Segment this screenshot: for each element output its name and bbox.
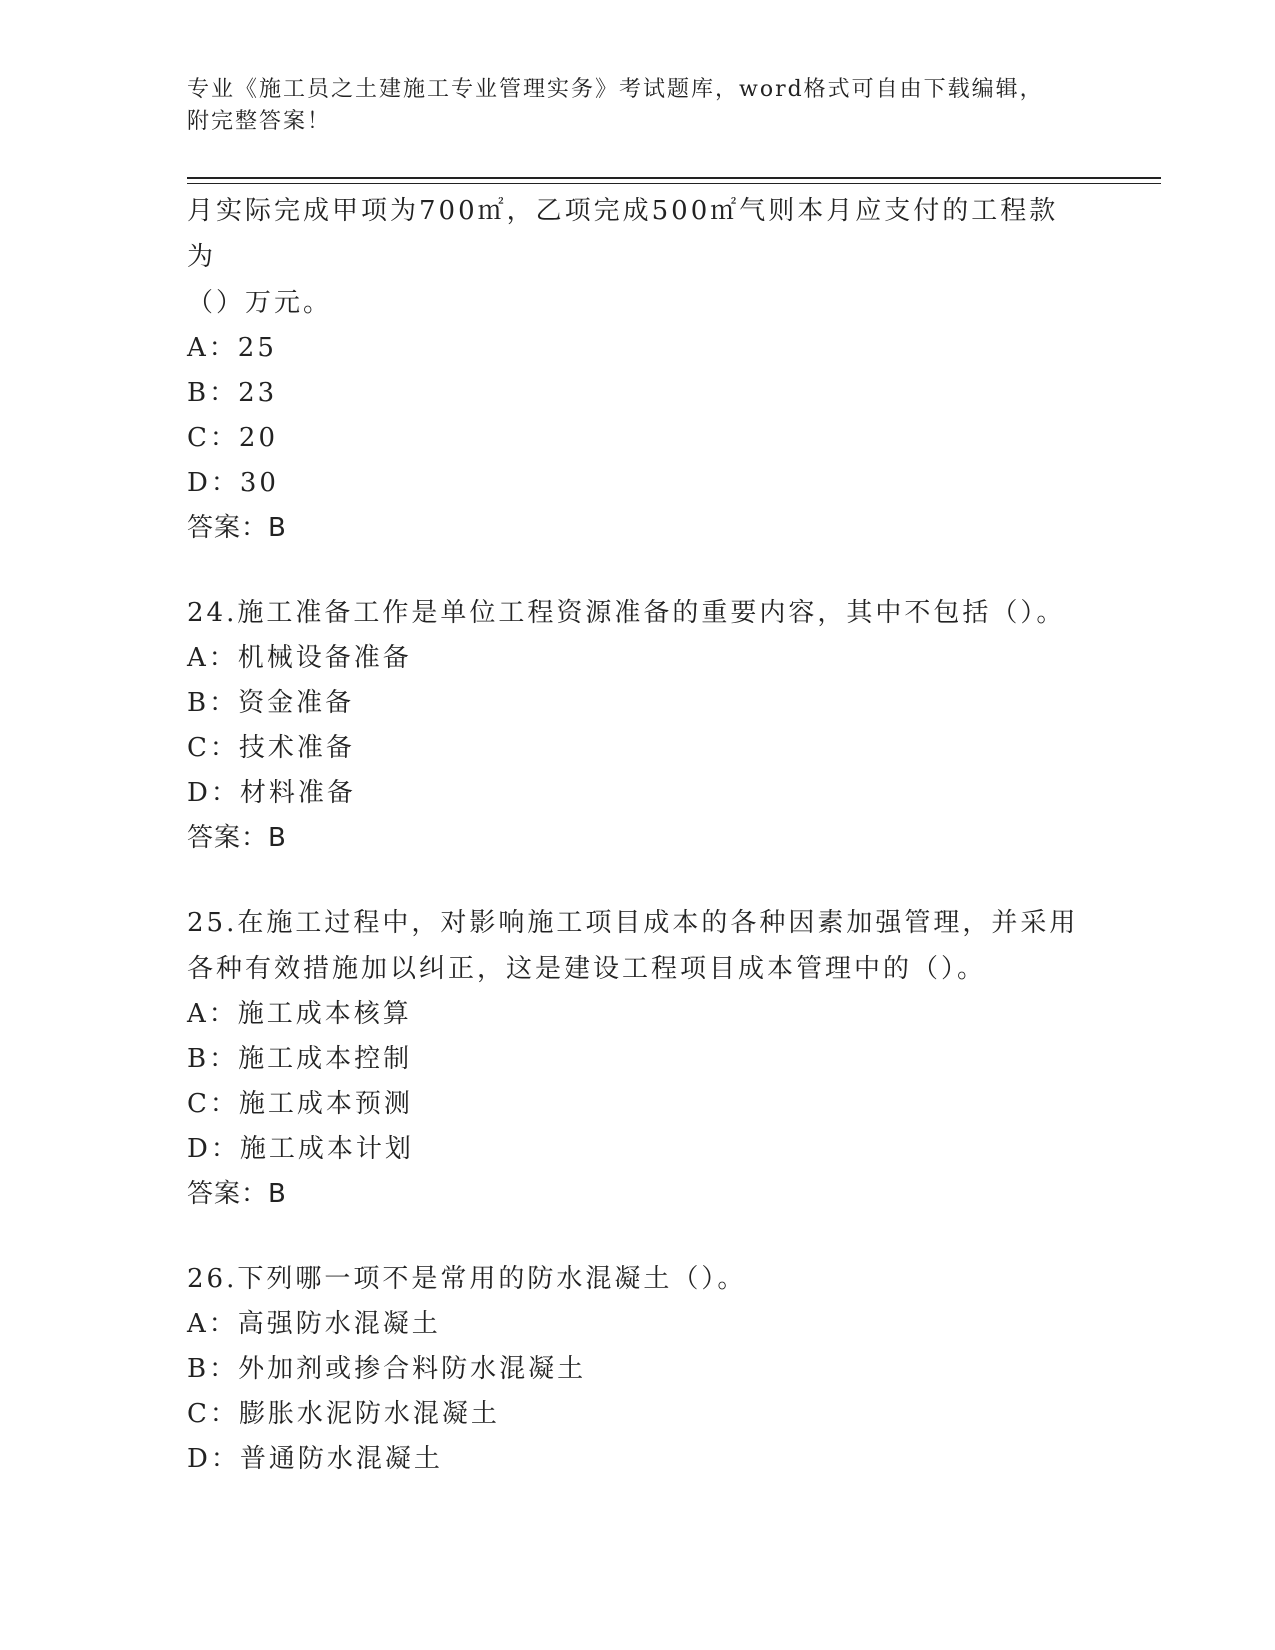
question-25-text-line-2: 各种有效措施加以纠正，这是建设工程项目成本管理中的（）。 — [187, 954, 987, 984]
option-label: B： — [187, 1044, 239, 1074]
option-text: 普通防水混凝土 — [239, 1444, 443, 1474]
option-text: 机械设备准备 — [237, 643, 412, 673]
question-25-option-d — [187, 1127, 1087, 1172]
header-line-2: 附完整答案！ — [187, 109, 332, 134]
question-24-text-line-1: 24.施工准备工作是单位工程资源准备的重要内容，其中不包括（）。 — [187, 598, 1066, 628]
option-label: A： — [187, 333, 238, 363]
header-line-1: 专业《施工员之土建施工专业管理实务》考试题库，word格式可自由下载编辑， — [187, 77, 1044, 102]
document-header — [187, 74, 1087, 138]
option-text: 资金准备 — [238, 688, 355, 718]
question-23-answer: 答案：B — [187, 513, 287, 543]
option-label: B： — [187, 1354, 239, 1384]
option-text: 外加剂或掺合料防水混凝土 — [238, 1354, 587, 1384]
option-label: B： — [187, 378, 239, 408]
option-label: D： — [187, 1444, 240, 1474]
question-23-text-line-2: （）万元。 — [187, 288, 333, 318]
question-25-option-a — [187, 992, 1087, 1037]
question-23-option-a — [187, 326, 1087, 371]
option-text: 23 — [238, 378, 278, 408]
header-divider-thick — [187, 177, 1161, 179]
question-25-option-b — [187, 1037, 1087, 1082]
option-label: D： — [187, 468, 240, 498]
question-26-text-line-1: 26.下列哪一项不是常用的防水混凝土（）。 — [187, 1264, 747, 1294]
question-26-option-c — [187, 1392, 1087, 1437]
question-24-option-c — [187, 726, 1087, 771]
option-text: 技术准备 — [238, 733, 355, 763]
option-text: 施工成本控制 — [238, 1044, 413, 1074]
question-23-option-c — [187, 416, 1087, 461]
question-23-text-line-1: 月实际完成甲项为700㎡，乙项完成500㎡气则本月应支付的工程款为 — [187, 196, 1059, 272]
question-24-answer: 答案：B — [187, 823, 287, 853]
question-25 — [187, 900, 1087, 1217]
option-label: C： — [187, 1089, 239, 1119]
question-24-option-b — [187, 681, 1087, 726]
option-text: 施工成本预测 — [238, 1089, 413, 1119]
option-text: 20 — [238, 423, 278, 453]
question-24 — [187, 590, 1087, 861]
question-26-option-d — [187, 1437, 1087, 1482]
question-26 — [187, 1256, 1087, 1482]
question-24-option-a — [187, 636, 1087, 681]
question-23-option-b — [187, 371, 1087, 416]
option-label: C： — [187, 733, 239, 763]
question-25-answer: 答案：B — [187, 1179, 287, 1209]
question-list — [187, 188, 1087, 1521]
option-text: 高强防水混凝土 — [237, 1309, 441, 1339]
option-text: 施工成本核算 — [237, 999, 412, 1029]
question-26-option-a — [187, 1302, 1087, 1347]
option-label: C： — [187, 1399, 239, 1429]
option-label: A： — [187, 1309, 238, 1339]
option-label: A： — [187, 999, 238, 1029]
option-text: 材料准备 — [239, 778, 356, 808]
header-divider-thin — [187, 183, 1161, 184]
option-label: A： — [187, 643, 238, 673]
question-23-option-d — [187, 461, 1087, 506]
option-label: D： — [187, 1134, 240, 1164]
question-25-option-c — [187, 1082, 1087, 1127]
option-label: C： — [187, 423, 239, 453]
option-text: 30 — [239, 468, 279, 498]
question-26-option-b — [187, 1347, 1087, 1392]
question-23 — [187, 188, 1087, 551]
option-text: 25 — [237, 333, 277, 363]
option-text: 施工成本计划 — [239, 1134, 414, 1164]
option-label: B： — [187, 688, 239, 718]
option-label: D： — [187, 778, 240, 808]
question-24-option-d — [187, 771, 1087, 816]
question-25-text-line-1: 25.在施工过程中，对影响施工项目成本的各种因素加强管理，并采用 — [187, 908, 1079, 938]
option-text: 膨胀水泥防水混凝土 — [238, 1399, 500, 1429]
